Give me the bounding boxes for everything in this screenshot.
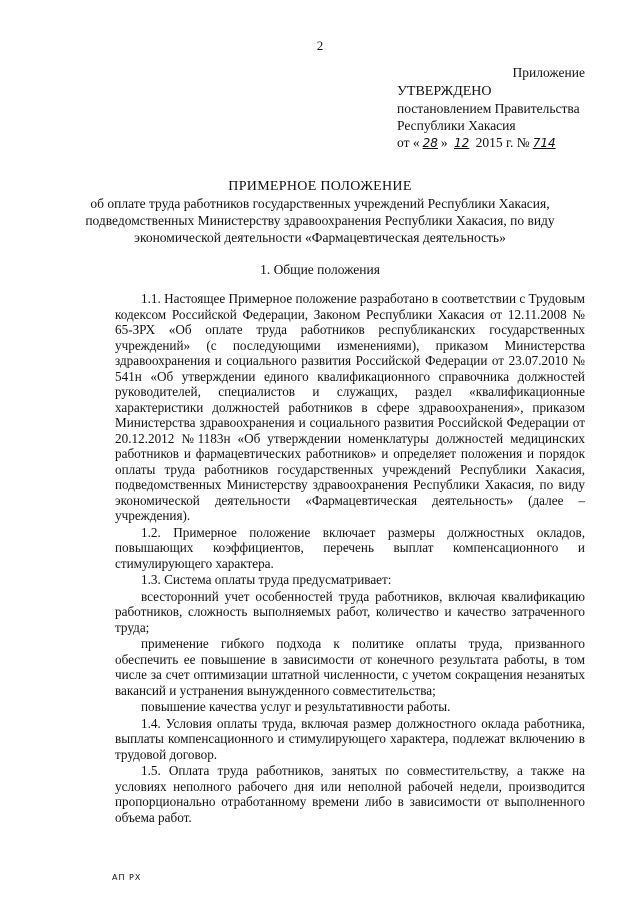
- approval-line-1: постановлением Правительства: [397, 101, 580, 116]
- appendix-label: Приложение: [512, 65, 585, 80]
- paragraph-1-3-item-1: всесторонний учет особенностей труда работников, включая квалификацию работников, сложность выполняемых работ, количество и качество затраченного труда;: [115, 588, 585, 635]
- date-prefix: от «: [397, 135, 420, 150]
- approved-label: УТВЕРЖДЕНО: [397, 84, 492, 99]
- body-text: [115, 291, 585, 826]
- handwritten-month: 12: [454, 136, 470, 150]
- approval-line-2: Республики Хакасия: [397, 118, 516, 133]
- approval-block: [397, 64, 597, 152]
- title-line-2: подведомственных Министерству здравоохранения Республики Хакасия, по виду: [85, 213, 555, 228]
- section-heading: 1. Общие положения: [260, 262, 380, 277]
- paragraph-1-2: 1.2. Примерное положение включает размеры должностных окладов, повышающих коэффициентов, перечень выплат компенсационного и стимулирующего характера.: [115, 524, 585, 571]
- document-title: [60, 178, 580, 246]
- paragraph-1-5: 1.5. Оплата труда работников, занятых по совместительству, а также на условиях неполного рабочего дня или неполной рабочей недели, производится пропорционально отработанному времени либо в зависимости от выполненного объема работ.: [115, 763, 585, 825]
- title-main: ПРИМЕРНОЕ ПОЛОЖЕНИЕ: [228, 179, 412, 194]
- handwritten-number: 714: [532, 136, 556, 150]
- page-number: 2: [316, 38, 324, 53]
- paragraph-1-1: 1.1. Настоящее Примерное положение разработано в соответствии с Трудовым кодексом Российской Федерации, Законом Республики Хакасия от 12.11.2008 № 65-ЗРХ «Об оплате труда работников республиканских государственных учреждений» (с последующими изменениями), приказом Министерства здравоохранения и социального развития Российской Федерации от 23.07.2010 № 541н «Об утверждении единого квалификационного справочника должностей руководителей, специалистов и служащих, раздел «квалификационные характеристики должностей работников в сфере здравоохранения», приказом Министерства здравоохранения и социального развития Российской Федерации от 20.12.2012 №1183н «Об утверждении номенклатуры должностей медицинских работников и фармацевтических работников» и определяет положения и порядок оплаты труда работников государственных учреждений Республики Хакасия, подведомственных Министерству здравоохранения Республики Хакасия, по виду экономической деятельности «Фармацевтическая деятельность» (далее – учреждения).: [115, 291, 585, 523]
- date-year: 2015 г. №: [475, 135, 530, 150]
- paragraph-1-3-item-3: повышение качества услуг и результативности работы.: [141, 699, 451, 714]
- footer-code: АП РХ: [112, 873, 142, 882]
- paragraph-1-3-item-2: применение гибкого подхода к политике оплаты труда, призванного обеспечить ее повышение в зависимости от конечного результата работы, в том числе за счет оптимизации штатной численности, с учетом сокращения незанятых вакансий и устранения вынужденного совместительства;: [115, 636, 585, 698]
- handwritten-day: 28: [422, 136, 438, 150]
- approval-date-line: [397, 134, 597, 152]
- paragraph-1-4: 1.4. Условия оплаты труда, включая размер должностного оклада работника, выплаты компенсационного и стимулирующего характера, подлежат включению в трудовой договор.: [115, 715, 585, 762]
- title-line-3: экономической деятельности «Фармацевтическая деятельность»: [134, 230, 506, 245]
- date-mid: »: [440, 135, 448, 150]
- paragraph-1-3: 1.3. Система оплаты труда предусматривает:: [141, 572, 392, 587]
- title-line-1: об оплате труда работников государственных учреждений Республики Хакасия,: [90, 196, 550, 211]
